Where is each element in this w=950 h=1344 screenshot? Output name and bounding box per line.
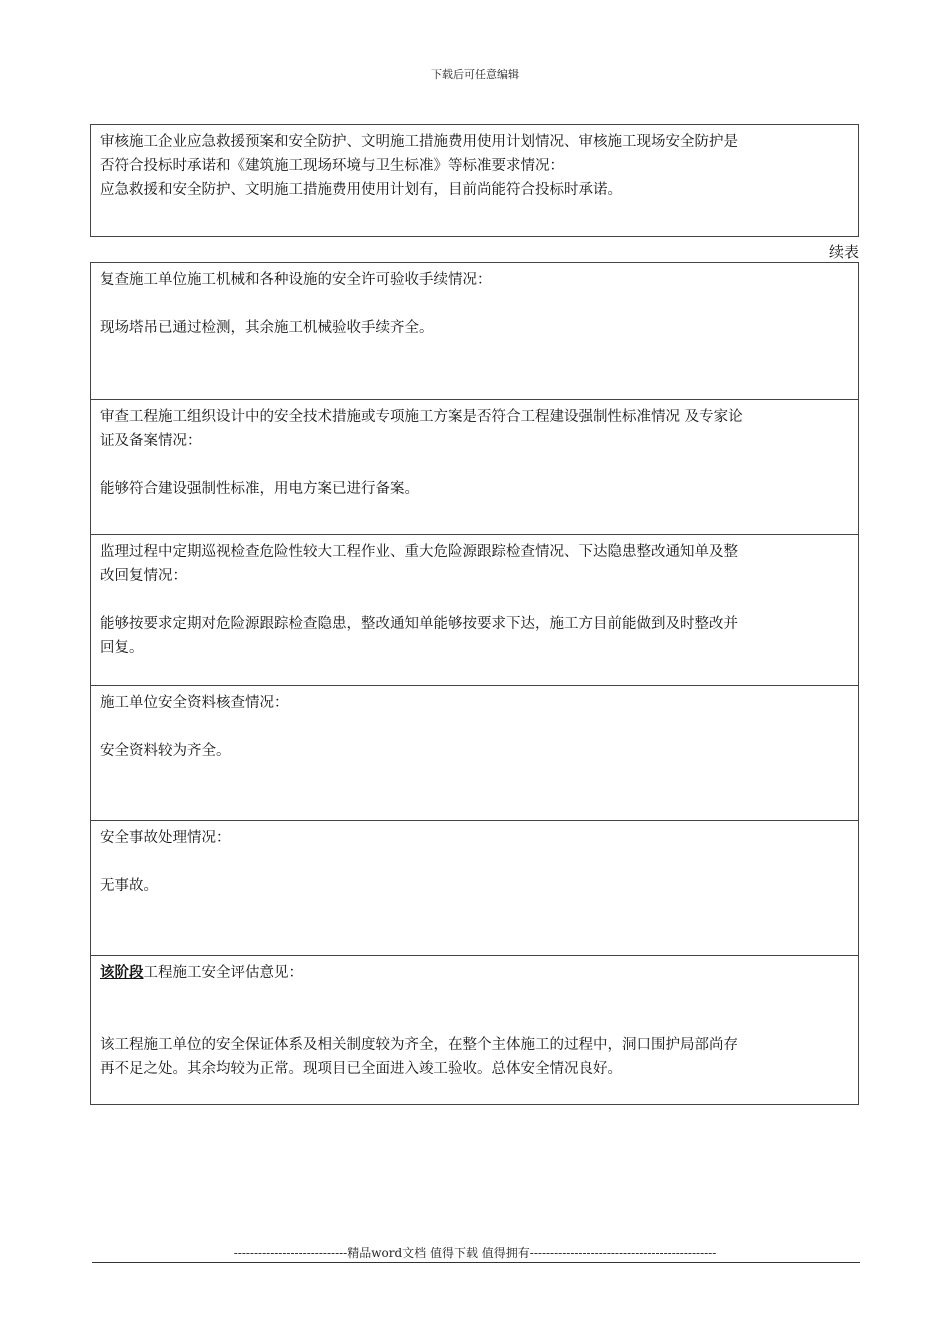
row-question: 监理过程中定期巡视检查危险性较大工程作业、重大危险源跟踪检查情况、下达隐患整改通知单及整 — [100, 544, 738, 560]
top-section-line: 否符合投标时承诺和《建筑施工现场环境与卫生标准》等标准要求情况： — [100, 158, 564, 174]
row-question: 安全事故处理情况： — [100, 830, 231, 846]
review-row-assessment — [91, 955, 858, 1104]
continued-label: 续表 — [828, 243, 859, 261]
review-table — [90, 262, 859, 1105]
top-section-line: 审核施工企业应急救援预案和安全防护、文明施工措施费用使用计划情况、审核施工现场安全防护是 — [100, 134, 738, 150]
row-question: 改回复情况： — [100, 568, 187, 584]
review-row-construction-plan — [91, 399, 858, 534]
footer-rule — [92, 1262, 860, 1263]
row-question: 证及备案情况： — [100, 433, 202, 449]
row-answer: 回复。 — [100, 640, 144, 656]
assessment-line: 再不足之处。其余均较为正常。现项目已全面进入竣工验收。总体安全情况良好。 — [100, 1061, 622, 1077]
row-answer: 现场塔吊已通过检测，其余施工机械验收手续齐全。 — [100, 320, 434, 336]
row-question: 复查施工单位施工机械和各种设施的安全许可验收手续情况： — [100, 272, 492, 288]
review-row-machinery — [91, 263, 858, 399]
top-section-cell — [91, 125, 858, 202]
top-section-line: 应急救援和安全防护、文明施工措施费用使用计划有，目前尚能符合投标时承诺。 — [100, 182, 622, 198]
row-question: 施工单位安全资料核查情况： — [100, 695, 289, 711]
row-answer: 能够按要求定期对危险源跟踪检查隐患，整改通知单能够按要求下达，施工方目前能做到及时整改并 — [100, 616, 738, 632]
row-answer: 无事故。 — [100, 878, 158, 894]
review-row-safety-documents — [91, 685, 858, 820]
row-question: 审查工程施工组织设计中的安全技术措施或专项施工方案是否符合工程建设强制性标准情况 及专家论 — [100, 409, 743, 425]
top-section-box — [90, 124, 859, 237]
review-row-inspection — [91, 534, 858, 685]
assessment-title-bold: 该阶段 — [100, 964, 144, 981]
row-answer: 能够符合建设强制性标准，用电方案已进行备案。 — [100, 481, 419, 497]
row-answer: 安全资料较为齐全。 — [100, 743, 231, 759]
review-row-accidents — [91, 820, 858, 955]
assessment-title — [100, 961, 850, 985]
assessment-title-rest: 工程施工安全评估意见： — [143, 965, 303, 981]
page-header: 下载后可任意编辑 — [431, 68, 519, 81]
page-footer: ----------------------------精品word文档 值得下载 值得拥有---------------------------------------------- — [233, 1246, 717, 1260]
assessment-line: 该工程施工单位的安全保证体系及相关制度较为齐全，在整个主体施工的过程中，洞口围护局部尚存 — [100, 1037, 738, 1053]
